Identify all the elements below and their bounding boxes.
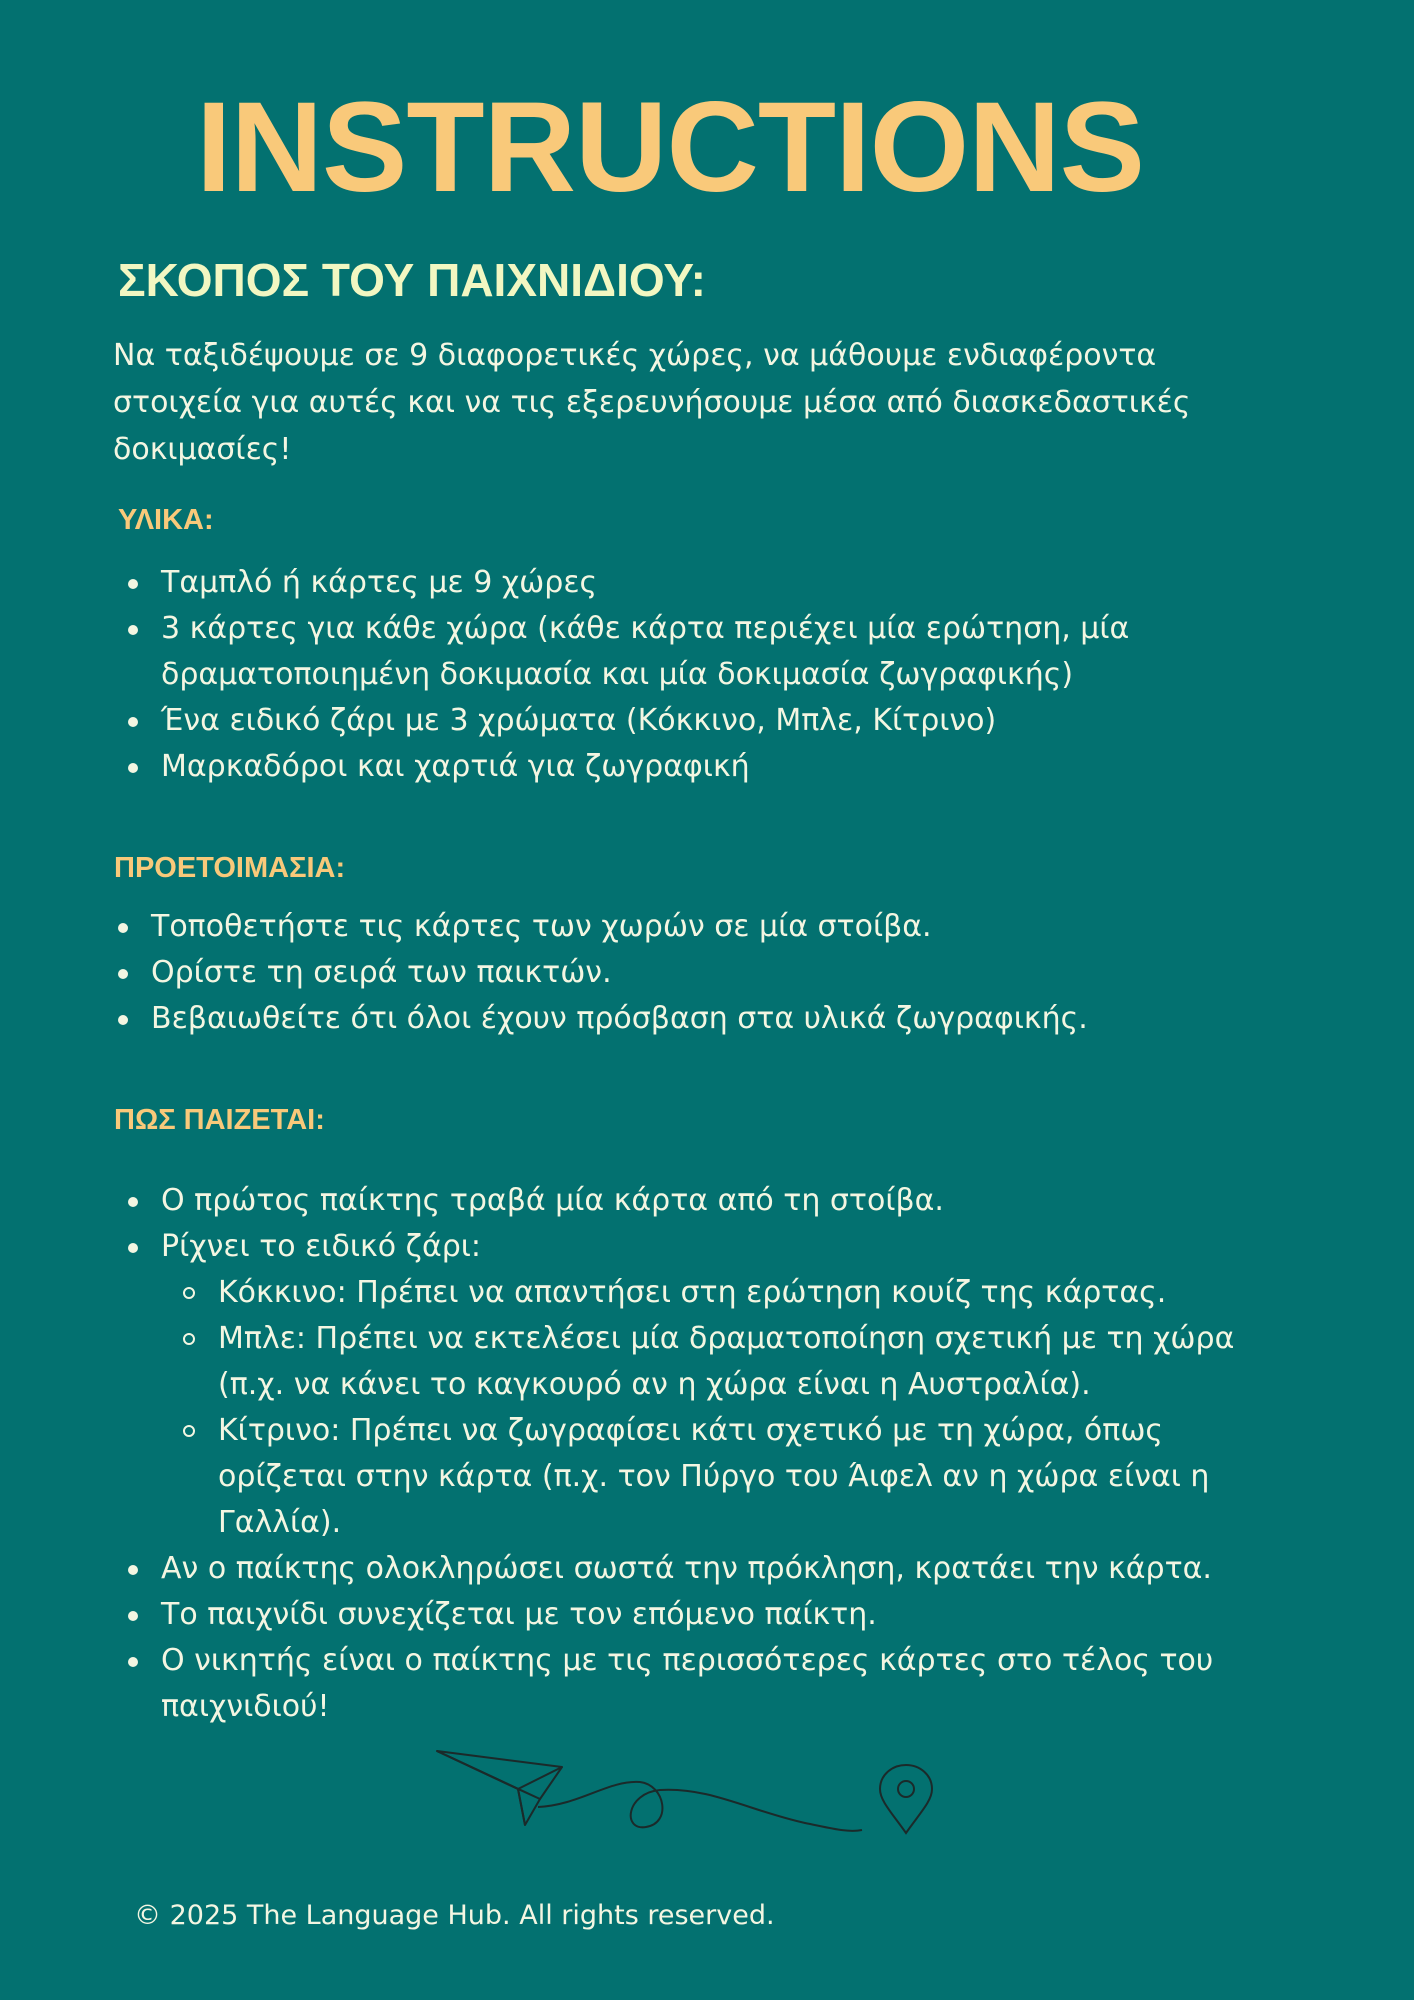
sub-list-item: Κίτρινο: Πρέπει να ζωγραφίσει κάτι σχετικό με τη χώρα, όπως ορίζεται στην κάρτα (π.χ. τον Πύργο του Άιφελ αν η χώρα είναι η Γαλλία).	[114, 1408, 1294, 1546]
preparation-list	[104, 904, 1304, 1042]
sub-list-item: Μπλε: Πρέπει να εκτελέσει μία δραματοποίηση σχετική με τη χώρα (π.χ. να κάνει το καγκουρό αν η χώρα είναι η Αυστραλία).	[114, 1316, 1294, 1408]
location-pin-icon	[880, 1765, 932, 1833]
list-item: 3 κάρτες για κάθε χώρα (κάθε κάρτα περιέχει μία ερώτηση, μία δραματοποιημένη δοκιμασία και μία δοκιμασία ζωγραφικής)	[114, 606, 1294, 698]
howto-list	[114, 1178, 1294, 1730]
copyright-footer: © 2025 The Language Hub. All rights reserved.	[134, 1900, 775, 1931]
howto-heading: ΠΩΣ ΠΑΙΖΕΤΑΙ:	[114, 1104, 325, 1136]
materials-list	[114, 560, 1294, 790]
list-item: Ο νικητής είναι ο παίκτης με τις περισσότερες κάρτες στο τέλος του παιχνιδιού!	[114, 1638, 1294, 1730]
list-item: Ο πρώτος παίκτης τραβά μία κάρτα από τη στοίβα.	[114, 1178, 1294, 1224]
list-item: Βεβαιωθείτε ότι όλοι έχουν πρόσβαση στα υλικά ζωγραφικής.	[104, 996, 1304, 1042]
list-item: Τοποθετήστε τις κάρτες των χωρών σε μία στοίβα.	[104, 904, 1304, 950]
list-item: Μαρκαδόροι και χαρτιά για ζωγραφική	[114, 744, 1294, 790]
materials-heading: ΥΛΙΚΑ:	[118, 504, 214, 536]
list-item: Αν ο παίκτης ολοκληρώσει σωστά την πρόκληση, κρατάει την κάρτα.	[114, 1546, 1294, 1592]
paper-plane-icon	[437, 1751, 562, 1825]
goal-heading: ΣΚΟΠΟΣ ΤΟΥ ΠΑΙΧΝΙΔΙΟΥ:	[118, 254, 706, 306]
travel-decoration	[430, 1745, 950, 1855]
sub-list-item: Κόκκινο: Πρέπει να απαντήσει στη ερώτηση κουίζ της κάρτας.	[114, 1270, 1294, 1316]
list-item: Το παιχνίδι συνεχίζεται με τον επόμενο παίκτη.	[114, 1592, 1294, 1638]
goal-text: Να ταξιδέψουμε σε 9 διαφορετικές χώρες, να μάθουμε ενδιαφέροντα στοιχεία για αυτές και να τις εξερευνήσουμε μέσα από διασκεδαστικές δοκιμασίες!	[113, 338, 1191, 467]
flight-path-line	[538, 1782, 862, 1831]
list-item: Ορίστε τη σειρά των παικτών.	[104, 950, 1304, 996]
list-item: Ταμπλό ή κάρτες με 9 χώρες	[114, 560, 1294, 606]
preparation-heading: ΠΡΟΕΤΟΙΜΑΣΙΑ:	[114, 852, 346, 884]
page-title: INSTRUCTIONS	[196, 76, 1144, 219]
list-item: Ένα ειδικό ζάρι με 3 χρώματα (Κόκκινο, Μπλε, Κίτρινο)	[114, 698, 1294, 744]
list-item: Ρίχνει το ειδικό ζάρι:	[114, 1224, 1294, 1270]
